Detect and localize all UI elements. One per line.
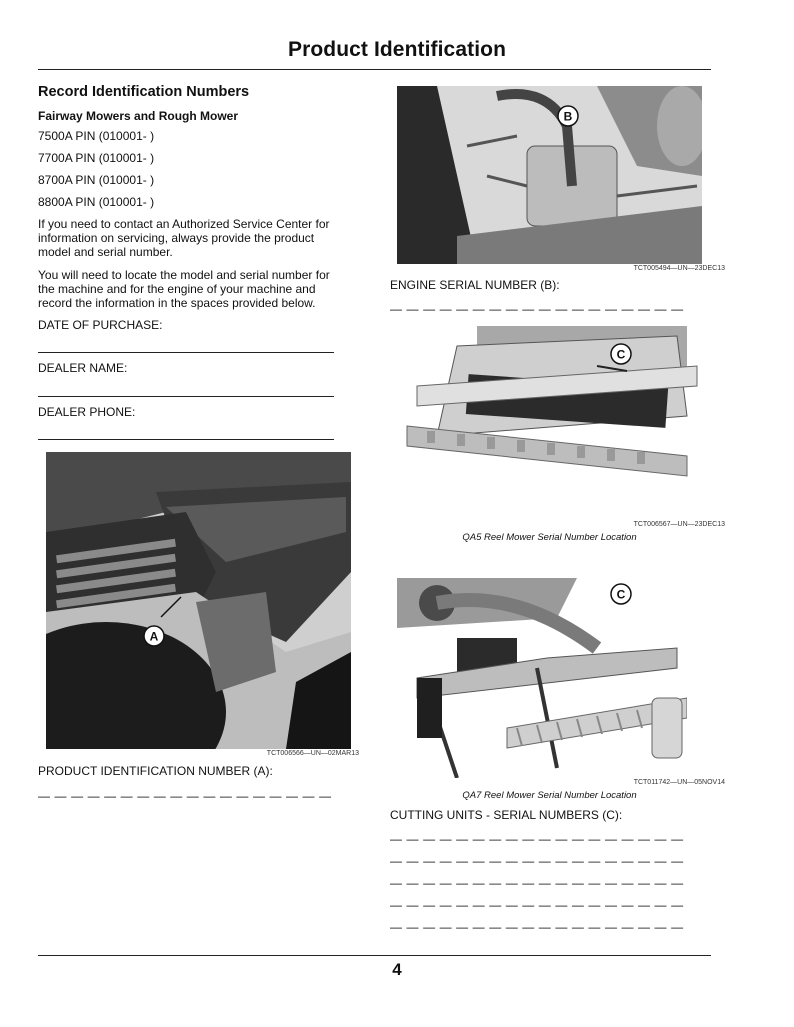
- page-title: Product Identification: [287, 38, 507, 61]
- figure-qa5-serial-location: [397, 326, 702, 522]
- callout-a-label: A: [149, 629, 159, 644]
- locate-paragraph: [38, 268, 368, 310]
- date-of-purchase-line[interactable]: [38, 352, 334, 353]
- figure-qa7-serial-location: [397, 578, 687, 778]
- figure-c2-caption: QA7 Reel Mower Serial Number Location: [462, 790, 637, 801]
- dealer-phone-line[interactable]: [38, 439, 334, 440]
- engine-serial-line[interactable]: — — — — — — — — — — — — — — — — — —: [390, 302, 684, 316]
- callout-c-qa7-label: C: [616, 587, 626, 602]
- callout-c-qa7: [609, 582, 633, 606]
- qa5-reel-illustration: [397, 326, 702, 522]
- dealer-name-label: DEALER NAME:: [38, 361, 128, 375]
- figure-c1-code: TCT006567—UN—23DEC13: [633, 521, 725, 528]
- figure-c1-caption: QA5 Reel Mower Serial Number Location: [462, 532, 637, 543]
- callout-c-qa5: [609, 342, 633, 366]
- mower-platform-illustration: [46, 452, 351, 749]
- cutting-units-label: CUTTING UNITS - SERIAL NUMBERS (C):: [390, 808, 623, 822]
- date-of-purchase-label: DATE OF PURCHASE:: [38, 318, 163, 332]
- dealer-phone-label: DEALER PHONE:: [38, 405, 136, 419]
- pin-record-line[interactable]: — — — — — — — — — — — — — — — — — —: [38, 789, 332, 803]
- footer-rule: [38, 955, 711, 956]
- figure-a-code: TCT006566—UN—02MAR13: [266, 750, 359, 757]
- page-number: 4: [392, 960, 402, 979]
- text-line: If you need to contact an Authorized Service Center for: [38, 217, 330, 231]
- qa7-reel-illustration: [397, 578, 687, 778]
- callout-b: [556, 104, 580, 128]
- engine-illustration: [397, 86, 702, 264]
- section-heading: Record Identification Numbers: [38, 84, 250, 100]
- text-line: You will need to locate the model and serial number for: [38, 268, 330, 282]
- cutting-unit-line-3[interactable]: — — — — — — — — — — — — — — — — — —: [390, 876, 684, 890]
- text-line: information on servicing, always provide the product: [38, 231, 315, 245]
- cutting-unit-line-4[interactable]: — — — — — — — — — — — — — — — — — —: [390, 898, 684, 912]
- figure-engine-serial-location: [397, 86, 702, 264]
- text-line: record the information in the spaces provided below.: [38, 296, 316, 310]
- pin-7500a: 7500A PIN (010001- ): [38, 129, 155, 143]
- cutting-unit-line-1[interactable]: — — — — — — — — — — — — — — — — — —: [390, 832, 684, 846]
- figure-c2-code: TCT011742—UN—05NOV14: [633, 779, 725, 786]
- engine-serial-label: ENGINE SERIAL NUMBER (B):: [390, 278, 560, 292]
- figure-b-code: TCT005494—UN—23DEC13: [633, 265, 725, 272]
- sub-heading: Fairway Mowers and Rough Mower: [38, 109, 239, 123]
- pin-8800a: 8800A PIN (010001- ): [38, 195, 155, 209]
- cutting-unit-line-5[interactable]: — — — — — — — — — — — — — — — — — —: [390, 920, 684, 934]
- text-line: model and serial number.: [38, 245, 173, 259]
- service-paragraph: [38, 217, 368, 259]
- header-rule: [38, 69, 711, 70]
- callout-a: [142, 624, 166, 648]
- callout-b-label: B: [563, 109, 573, 124]
- text-line: the machine and for the engine of your machine and: [38, 282, 316, 296]
- cutting-unit-line-2[interactable]: — — — — — — — — — — — — — — — — — —: [390, 854, 684, 868]
- pin-7700a: 7700A PIN (010001- ): [38, 151, 155, 165]
- dealer-name-line[interactable]: [38, 396, 334, 397]
- pin-record-label: PRODUCT IDENTIFICATION NUMBER (A):: [38, 764, 273, 778]
- callout-c-qa5-label: C: [616, 347, 626, 362]
- pin-8700a: 8700A PIN (010001- ): [38, 173, 155, 187]
- figure-product-id-location: [46, 452, 351, 749]
